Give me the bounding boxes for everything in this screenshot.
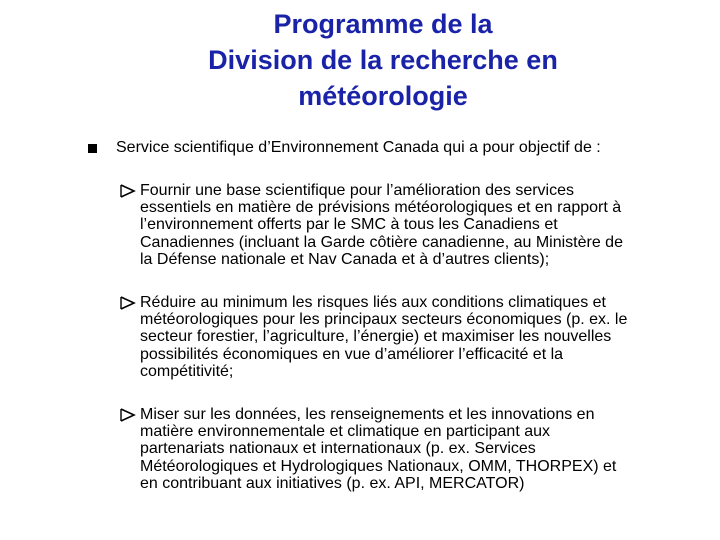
sub-bullet-3-text (140, 406, 690, 492)
line: météorologiques pour les principaux secteurs économiques (p. ex. le (140, 311, 628, 329)
title-line-3: météorologie (298, 81, 468, 111)
line: Canadiennes (incluant la Garde côtière canadienne, au Ministère de (140, 233, 623, 251)
line: Réduire au minimum les risques liés aux conditions climatiques et (140, 294, 606, 311)
arrow-bullet-icon (120, 406, 136, 424)
line: partenariats nationaux et internationaux (p. ex. Services (140, 440, 536, 458)
slide-title (0, 6, 720, 114)
sub-bullet-2-text (140, 294, 690, 380)
line: en contribuant aux initiatives (p. ex. API, MERCATOR) (140, 474, 525, 492)
line: l’environnement offerts par le SMC à tous les Canadiens et (140, 216, 558, 234)
line: essentiels en matière de prévisions météorologiques et en rapport à (140, 199, 622, 217)
line: secteur forestier, l’agriculture, l’énergie) et maximiser les nouvelles (140, 328, 612, 346)
line: possibilités économiques en vue d’améliorer l’efficacité et la (140, 345, 564, 363)
line: compétitivité; (140, 362, 234, 380)
arrow-bullet-icon (120, 294, 136, 312)
line: la Défense nationale et Nav Canada et à d’autres clients); (140, 250, 550, 268)
title-line-1: Programme de la (273, 9, 493, 39)
main-bullet-text: Service scientifique d’Environnement Canada qui a pour objectif de : (116, 139, 601, 156)
sub-bullet-1-text (140, 182, 690, 268)
title-line-2: Division de la recherche en (208, 45, 558, 75)
square-bullet-icon (88, 144, 97, 153)
line: Fournir une base scientifique pour l’amélioration des services (140, 182, 574, 199)
line: Météorologiques et Hydrologiques Nationaux, OMM, THORPEX) et (140, 457, 617, 475)
line: matière environnementale et climatique en participant aux (140, 423, 551, 441)
arrow-bullet-icon (120, 182, 136, 200)
line: Miser sur les données, les renseignements et les innovations en (140, 406, 595, 423)
